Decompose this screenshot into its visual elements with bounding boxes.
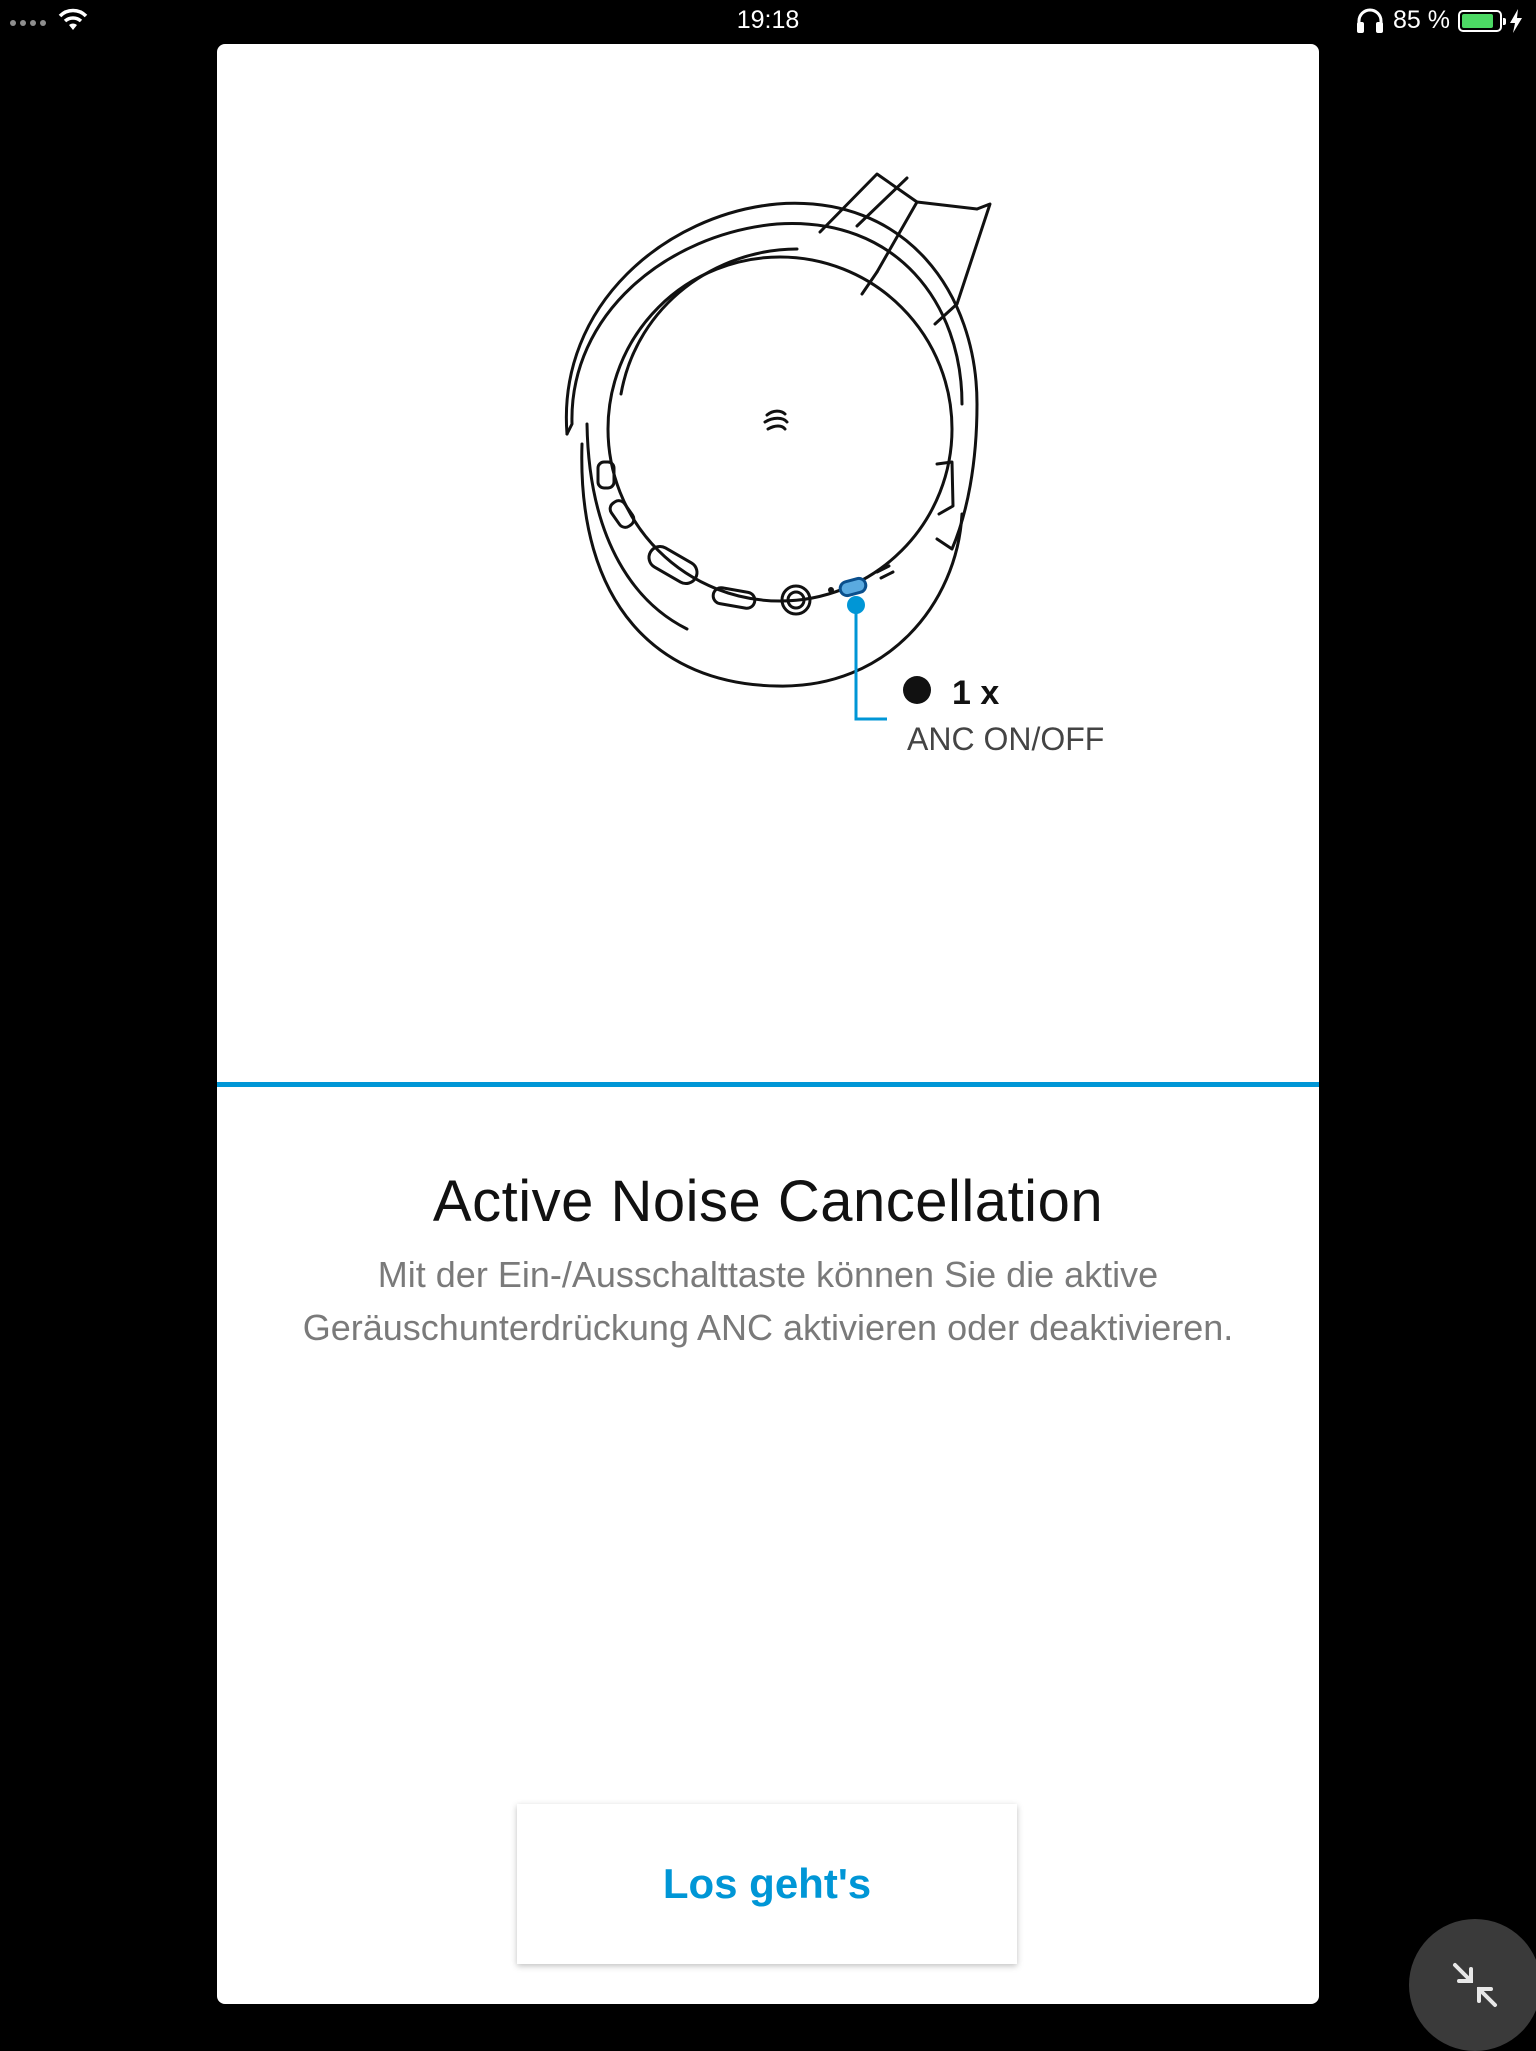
status-time: 19:18 bbox=[736, 6, 800, 34]
battery-icon bbox=[1458, 10, 1502, 32]
collapse-button[interactable] bbox=[1409, 1919, 1536, 2051]
collapse-arrows-icon bbox=[1447, 1957, 1503, 2013]
press-count: 1 x bbox=[952, 674, 1000, 712]
press-dot-icon bbox=[903, 676, 931, 704]
headphone-illustration bbox=[217, 44, 1319, 1084]
onboarding-card bbox=[217, 44, 1319, 2004]
page-title: Active Noise Cancellation bbox=[432, 1169, 1104, 1234]
anc-button-label: ANC ON/OFF bbox=[907, 721, 1105, 757]
page-description: Mit der Ein-/Ausschalttaste können Sie die aktive Geräuschunterdrückung ANC aktivieren oder deaktivieren. bbox=[302, 1254, 1234, 1348]
headphones-icon bbox=[1355, 8, 1385, 34]
accent-divider bbox=[217, 1082, 1319, 1087]
status-right bbox=[1355, 6, 1522, 35]
status-bar bbox=[0, 0, 1536, 42]
lets-go-button[interactable]: Los geht's bbox=[517, 1804, 1017, 1964]
charging-bolt-icon bbox=[1510, 9, 1522, 33]
battery-percent: 85 % bbox=[1393, 6, 1450, 34]
